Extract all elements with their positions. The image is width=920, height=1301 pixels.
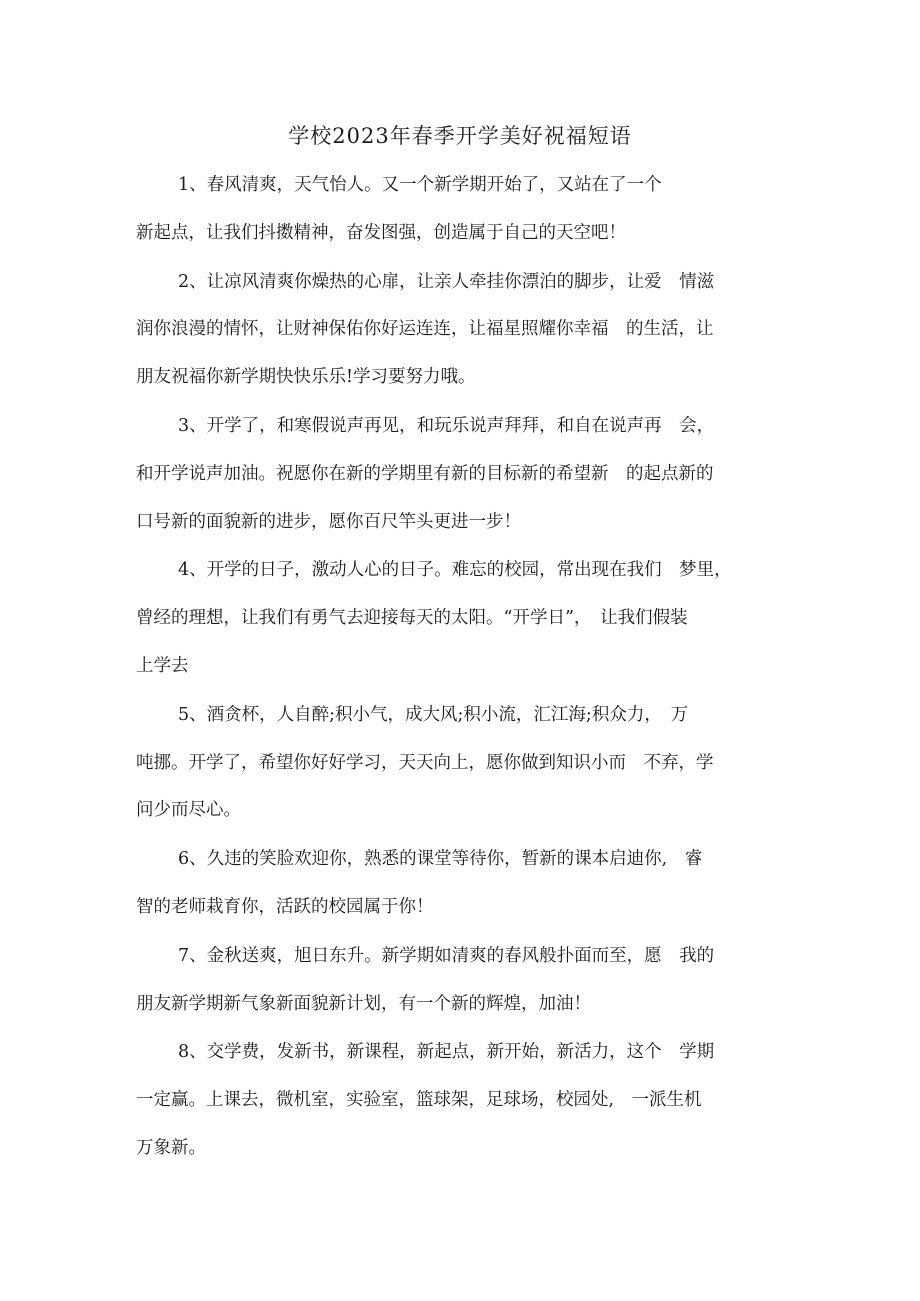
- paragraph-line: 5、酒贪杯，人自醉;积小气，成大风;积小流，汇江海;积众力， 万: [178, 704, 689, 725]
- paragraph-line: 1、春风清爽，天气怡人。又一个新学期开始了，又站在了一个: [178, 175, 662, 195]
- paragraph-line: 一定赢。上课去，微机室，实验室，篮球架，足球场，校园处, 一派生机: [136, 1090, 702, 1111]
- paragraph-line: 4、开学的日子，激动人心的日子。难忘的校园，常出现在我们 梦里，: [178, 560, 732, 581]
- paragraph-line: 3、开学了，和寒假说声再见，和玩乐说声拜拜，和自在说声再 会，: [178, 416, 715, 436]
- paragraph-line: 7、金秋送爽，旭日东升。新学期如清爽的春风般扑面而至，愿 我的: [178, 945, 715, 966]
- paragraph-line: 问少而尽心。: [136, 800, 241, 821]
- paragraph-line: 润你浪漫的情怀，让财神保佑你好运连连，让福星照耀你幸福 的生活，让: [136, 319, 714, 340]
- paragraph-line: 新起点，让我们抖擞精神，奋发图强，创造属于自己的天空吧！: [136, 222, 626, 243]
- document-title: 学校2023年春季开学美好祝福短语: [288, 124, 632, 148]
- paragraph-line: 6、久违的笑脸欢迎你，熟悉的课堂等待你，暂新的课本启迪你, 睿: [178, 849, 703, 870]
- paragraph-line: 万象新。: [136, 1138, 206, 1158]
- paragraph-line: 和开学说声加油。祝愿你在新的学期里有新的目标新的希望新 的起点新的: [136, 463, 714, 484]
- paragraph-line: 智的老师栽育你，活跃的校园属于你！: [136, 897, 434, 917]
- paragraph-line: 口号新的面貌新的进步，愿你百尺竿头更进一步！: [136, 511, 521, 532]
- paragraph-line: 朋友祝福你新学期快快乐乐!学习要努力哦。: [136, 367, 476, 388]
- paragraph-line: 曾经的理想，让我们有勇气去迎接每天的太阳。“开学日”， 让我们假装: [136, 608, 688, 629]
- paragraph-line: 8、交学费，发新书，新课程，新起点，新开始，新活力，这个 学期: [178, 1042, 715, 1063]
- paragraph-line: 2、让凉风清爽你燥热的心扉，让亲人牵挂你漂泊的脚步，让爱 情滋: [178, 271, 715, 292]
- paragraph-line: 朋友新学期新气象新面貌新计划，有一个新的辉煌，加油！: [136, 993, 591, 1014]
- paragraph-line: 上学去: [136, 656, 189, 676]
- paragraph-line: 吨挪。开学了，希望你好好学习，天天向上，愿你做到知识小而 不弃，学: [136, 752, 714, 773]
